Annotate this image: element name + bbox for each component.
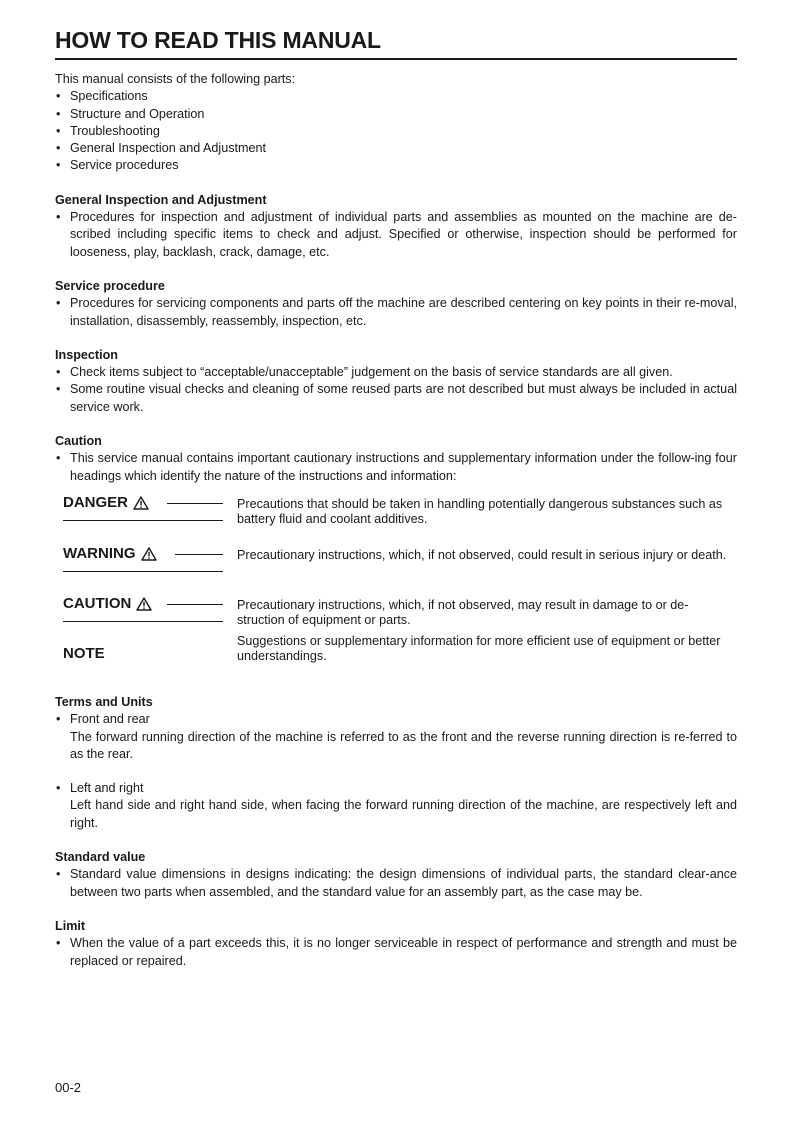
warning-triangle-icon xyxy=(141,547,157,561)
list-item: • Standard value dimensions in designs indicating: the design dimensions of individual parts, the standard clear-ance between two parts when assembled, and the standard value for an assembly part, as the case may be. xyxy=(55,866,737,901)
list-item: • Service procedures xyxy=(55,157,737,174)
list-item: • Left and right xyxy=(55,780,737,797)
note-label: NOTE xyxy=(63,644,105,662)
caution-label: CAUTION xyxy=(63,594,132,612)
section-heading-general-inspection: General Inspection and Adjustment xyxy=(55,192,267,207)
list-item: • This service manual contains important cautionary instructions and supplementary information under the follow-ing four headings which identify the nature of the instructions and information: xyxy=(55,450,737,485)
section-heading-service-procedure: Service procedure xyxy=(55,278,165,293)
terms-front-rear-text: The forward running direction of the machine is referred to as the front and the reverse running direction is re-ferred to as the rear. xyxy=(70,729,737,761)
page-number: 00-2 xyxy=(55,1080,82,1095)
section-heading-standard-value: Standard value xyxy=(55,850,146,865)
intro-text: This manual consists of the following parts: xyxy=(55,72,296,86)
terms-left-right-text: Left hand side and right hand side, when facing the forward running direction of the machine, are respectively left and right. xyxy=(70,798,737,830)
caution-levels-table xyxy=(63,494,737,670)
page-title: HOW TO READ THIS MANUAL xyxy=(55,26,737,60)
list-item: • Some routine visual checks and cleaning of some reused parts are not described but must always be included in actual service work. xyxy=(55,381,737,416)
section-heading-terms-units: Terms and Units xyxy=(55,694,153,709)
section-heading-caution: Caution xyxy=(55,434,102,449)
caution-level-danger xyxy=(63,494,737,534)
danger-label: DANGER xyxy=(63,493,129,511)
note-description: Suggestions or supplementary information for more efficient use of equipment or better understandings. xyxy=(237,633,721,664)
warning-label: WARNING xyxy=(63,544,136,562)
list-item: • Procedures for inspection and adjustment of individual parts and assemblies as mounted on the machine are de-scribed including specific items to check and adjust. Specified or otherwise, inspection should be performed for looseness, play, backlash, crack, damage, etc. xyxy=(55,209,737,261)
list-item: • Front and rear xyxy=(55,711,737,728)
warning-description: Precautionary instructions, which, if not observed, could result in serious injury or death. xyxy=(237,547,727,562)
section-heading-inspection: Inspection xyxy=(55,347,118,362)
list-item: • Specifications xyxy=(55,88,737,105)
list-item: • When the value of a part exceeds this, it is no longer serviceable in respect of performance and strength and must be replaced or repaired. xyxy=(55,935,737,970)
parts-list xyxy=(55,88,737,174)
warning-triangle-icon xyxy=(136,597,152,611)
list-item: • General Inspection and Adjustment xyxy=(55,140,737,157)
section-heading-limit: Limit xyxy=(55,918,86,933)
list-item: • Structure and Operation xyxy=(55,106,737,123)
danger-description: Precautions that should be taken in handling potentially dangerous substances such as battery fluid and coolant additives. xyxy=(237,496,723,527)
list-item: • Troubleshooting xyxy=(55,123,737,140)
caution-description: Precautionary instructions, which, if not observed, may result in damage to or de-struction of equipment or parts. xyxy=(237,597,689,628)
caution-level-caution xyxy=(63,595,737,635)
manual-content xyxy=(55,71,737,970)
list-item: • Check items subject to “acceptable/unacceptable” judgement on the basis of service standards are all given. xyxy=(55,364,737,381)
warning-triangle-icon xyxy=(133,496,149,510)
caution-level-warning xyxy=(63,545,737,585)
list-item: • Procedures for servicing components and parts off the machine are described centering on key points in their re-moval, installation, disassembly, reassembly, inspection, etc. xyxy=(55,295,737,330)
caution-level-note xyxy=(63,634,737,670)
